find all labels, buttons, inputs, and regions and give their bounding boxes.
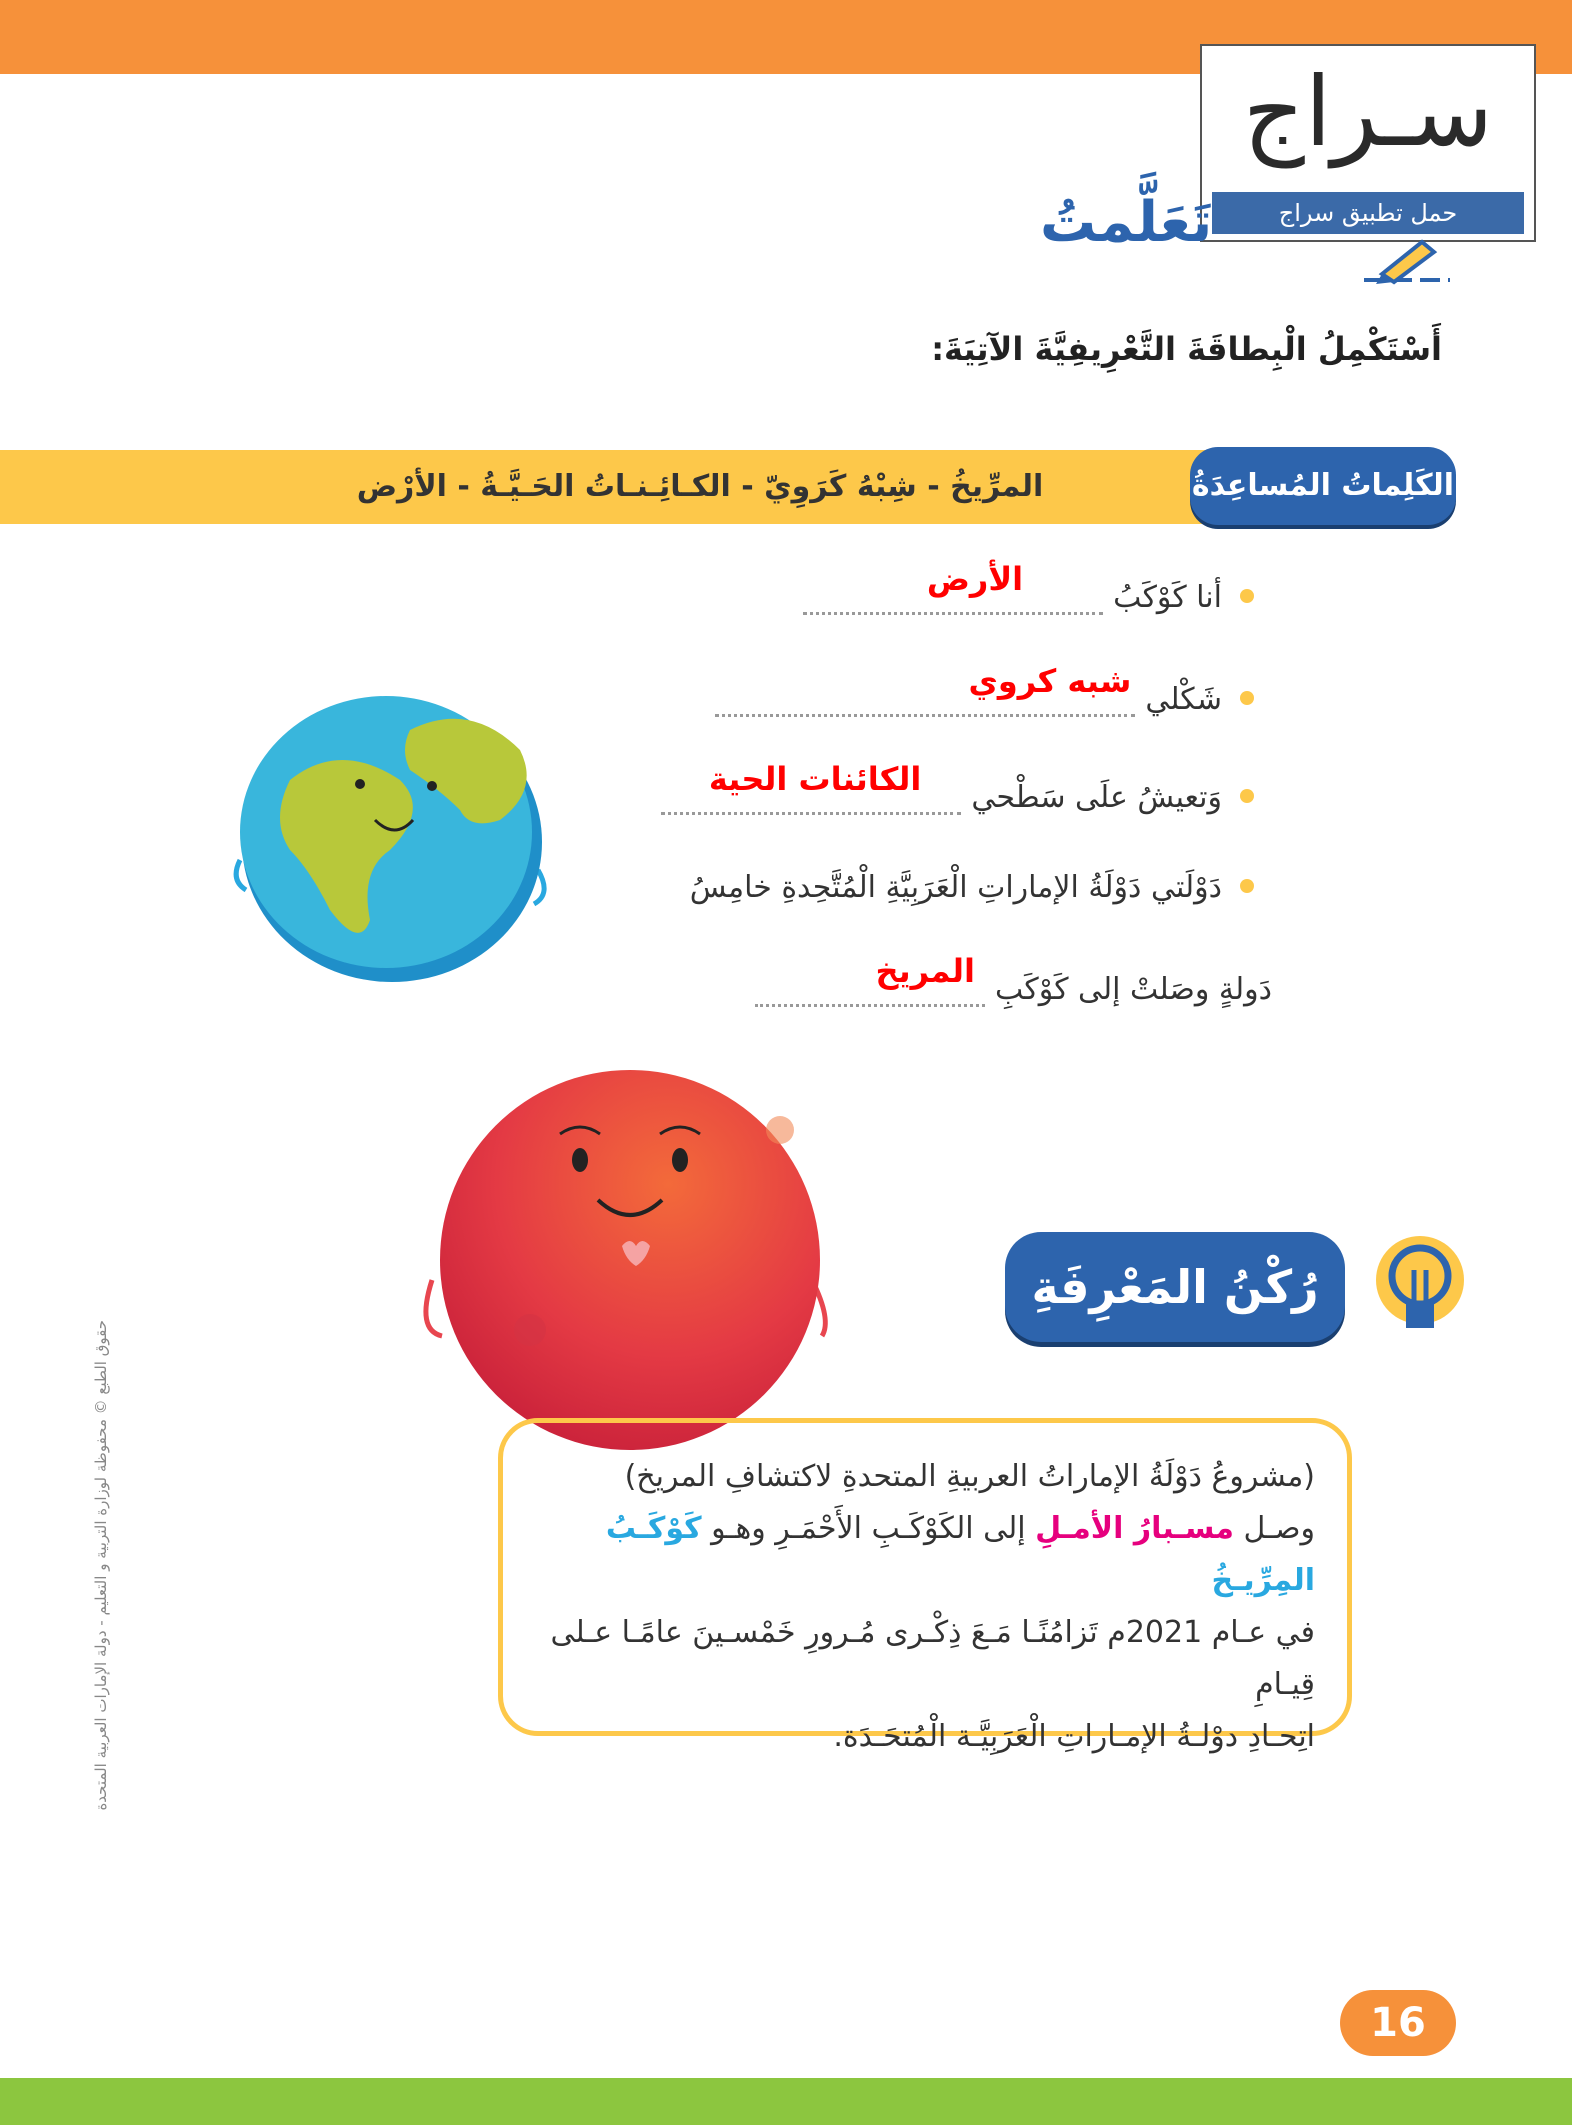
siraj-logo[interactable] <box>1200 44 1536 242</box>
info-text: وصـل <box>1243 1511 1315 1546</box>
answer-line[interactable] <box>755 952 985 1007</box>
card-prefix: وَتعيشُ علَى سَطْحي <box>971 780 1222 815</box>
knowledge-info-box <box>498 1418 1352 1754</box>
card-row-uae <box>690 870 1254 905</box>
answer-line[interactable] <box>661 760 961 815</box>
logo-text: سـراج <box>1242 56 1494 168</box>
page-number: 16 <box>1340 1990 1456 2056</box>
card-prefix: دَولةٍ وصَلتْ إلى كَوْكَبِ <box>994 972 1272 1007</box>
card-row-mars <box>755 952 1272 1007</box>
answer-line[interactable] <box>715 662 1135 717</box>
helper-words: المرِّيخُ - شِبْهُ كَرَوِيّ - الكـائِـنـاتُ الحَـيَّـةُ - الأرْض <box>356 469 1044 504</box>
lightbulb-icon <box>1370 1230 1470 1350</box>
hope-probe-highlight: مسـبارُ الأمـلِ <box>1035 1511 1234 1546</box>
card-row-living <box>661 760 1254 815</box>
info-line-3: في عـام 2021م تَزامُنًـا مَـعَ ذِكْـرى مُـرورِ خَمْسـينَ عامًـا عـلى قِيـامِ <box>550 1615 1315 1702</box>
card-prefix: دَوْلَتي دَوْلَةُ الإماراتِ الْعَرَبِيَّةِ الْمُتَّحِدةِ خامِسُ <box>689 870 1222 905</box>
bullet-dot <box>1240 879 1254 893</box>
mars-illustration <box>410 1050 870 1470</box>
info-line-2 <box>535 1503 1315 1607</box>
logo-tagline: حمل تطبيق سراج <box>1212 192 1524 234</box>
info-line-4: اتِحـادِ دوْلـةُ الإمـاراتِ الْعَرَبِيَّـة الْمُتحَـدَة. <box>833 1719 1315 1754</box>
bullet-dot <box>1240 589 1254 603</box>
helper-words-label: الكَلِماتُ المُساعِدَةُ <box>1190 447 1456 525</box>
mars-highlight: كَوْكَـبُ المِرِّيـخُ <box>605 1511 1315 1598</box>
info-line-1: (مشروعُ دَوْلَةُ الإماراتُ العربيةِ المتحدةِ لاكتشافِ المريخ) <box>624 1459 1315 1494</box>
knowledge-corner-label: رُكْنُ المَعْرِفَةِ <box>1005 1232 1345 1342</box>
pencil-icon <box>1362 236 1452 286</box>
card-prefix: أنا كَوْكَبُ <box>1113 580 1222 615</box>
info-text: إلى الكَوْكَـبِ الأَحْمَـرِ وهـو <box>711 1511 1026 1546</box>
bullet-dot <box>1240 789 1254 803</box>
answer-line[interactable] <box>803 560 1103 615</box>
card-row-shape <box>715 662 1254 717</box>
copyright-side-text: حقوق الطبع © محفوظة لوزارة التربية و التعليم - دولة الإمارات العربية المتحدة <box>92 1320 110 1811</box>
earth-illustration <box>210 670 570 990</box>
answer-text: الأرض <box>926 560 1024 598</box>
card-row-planet <box>803 560 1254 615</box>
answer-text: الكائنات الحية <box>708 760 922 798</box>
card-prefix: شَكْلي <box>1145 682 1222 717</box>
bottom-green-bar <box>0 2078 1572 2125</box>
bullet-dot <box>1240 691 1254 705</box>
lesson-heading: تَعَلَّمتُ <box>1040 190 1213 255</box>
instruction-text: أَسْتَكْمِلُ الْبِطاقَةَ التَّعْرِيفِيَّةَ الآتِيَةَ: <box>931 330 1442 368</box>
answer-text: المريخ <box>875 952 975 990</box>
answer-text: شبه كروي <box>968 662 1132 700</box>
